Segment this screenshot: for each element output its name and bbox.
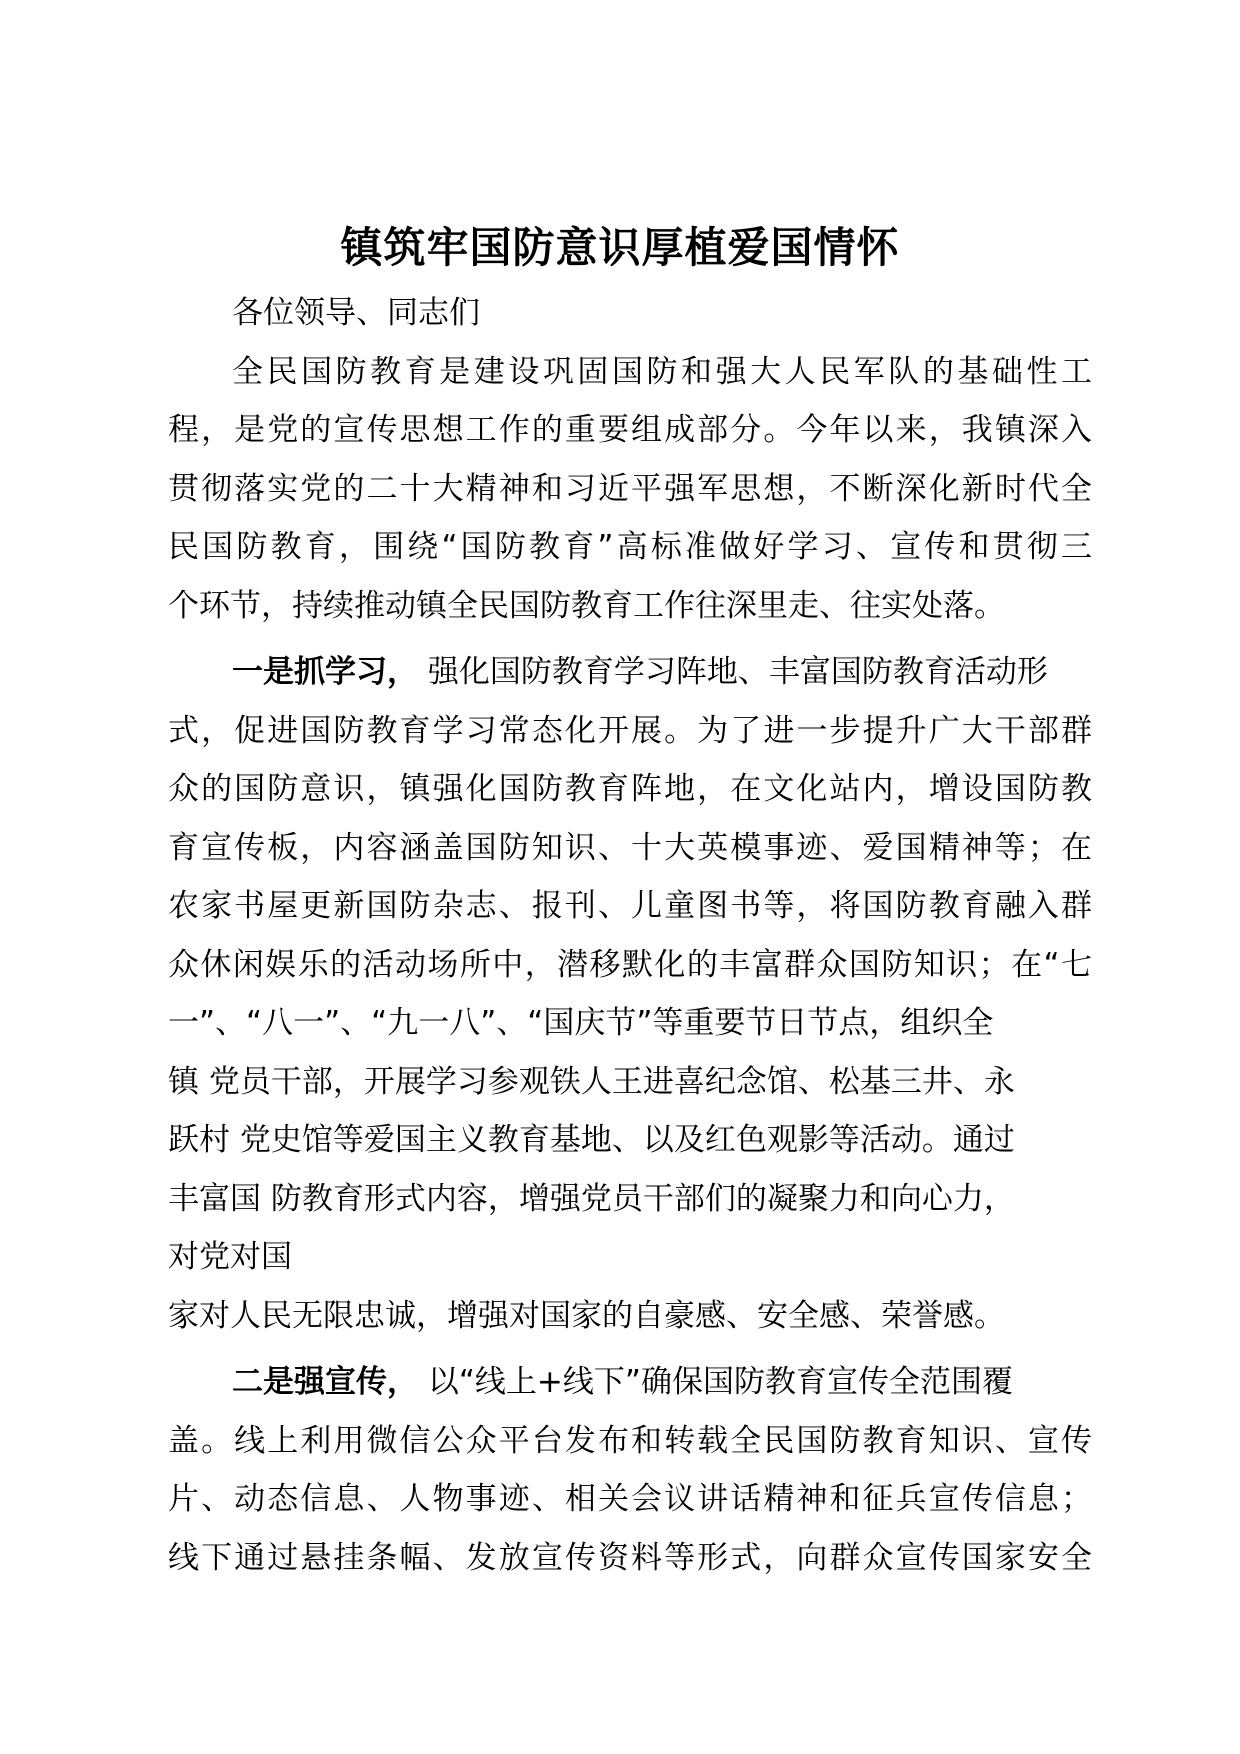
para2-line: 式，促进国防教育学习常态化开展。为了进一步提升广大干部群 (168, 712, 1092, 749)
page-title: 镇筑牢国防意识厚植爱国情怀 (340, 223, 900, 272)
para2-line: 家对人民无限忠诚，增强对国家的自豪感、安全感、荣誉感。 (168, 1297, 1005, 1334)
para2-first-text: 强化国防教育学习阵地、丰富国防教育活动形 (427, 654, 1048, 690)
para3-line: 线下通过悬挂条幅、发放宣传资料等形式，向群众宣传国家安全 (168, 1539, 1092, 1576)
greeting-line: 各位领导、同志们 (232, 295, 480, 331)
para3-heading: 二是强宣传， (232, 1364, 418, 1400)
para2-line: 农家书屋更新国防杂志、报刊、儿童图书等，将国防教育融入群 (168, 888, 1092, 924)
para1-line: 程，是党的宣传思想工作的重要组成部分。今年以来，我镇深入 (168, 412, 1092, 448)
para3-line: 片、动态信息、人物事迹、相关会议讲话精神和征兵宣传信息； (168, 1481, 1092, 1517)
document-body (168, 284, 1092, 1587)
para2-first-line (168, 643, 1092, 702)
para2-line: 众休闲娱乐的活动场所中，潜移默化的丰富群众国防知识；在“七 (168, 946, 1092, 983)
para2-heading: 一是抓学习， (232, 654, 418, 690)
para1-line: 个环节，持续推动镇全民国防教育工作往深里走、往实处落。 (168, 587, 1005, 624)
para3-line: 盖。线上利用微信公众平台发布和转载全民国防教育知识、宣传 (168, 1422, 1092, 1459)
para2-line: 丰富国 防教育形式内容，增强党员干部们的凝聚力和向心力， (168, 1180, 1015, 1217)
para2-line: 众的国防意识，镇强化国防教育阵地，在文化站内，增设国防教 (168, 771, 1092, 807)
para2-line: 一”、“八一”、“九一八”、“国庆节”等重要节日节点，组织全 (168, 1005, 994, 1041)
para3-first-text: 以“线上+线下”确保国防教育宣传全范围覆 (427, 1364, 1013, 1400)
para1-line: 全民国防教育是建设巩固国防和强大人民军队的基础性工 (232, 353, 1092, 390)
para2-line: 对党对国 (168, 1239, 292, 1275)
para1-line: 贯彻落实党的二十大精神和习近平强军思想，不断深化新时代全 (168, 470, 1092, 507)
para2-line: 跃村 党史馆等爱国主义教育基地、以及红色观影等活动。通过 (168, 1122, 1015, 1158)
para1-line: 民国防教育，围绕“国防教育”高标准做好学习、宣传和贯彻三 (168, 529, 1092, 565)
para2-line: 镇 党员干部，开展学习参观铁人王进喜纪念馆、松基三井、永 (168, 1063, 1015, 1100)
para3-first-line (168, 1353, 1092, 1412)
para2-line: 育宣传板，内容涵盖国防知识、十大英模事迹、爱国精神等；在 (168, 829, 1092, 866)
